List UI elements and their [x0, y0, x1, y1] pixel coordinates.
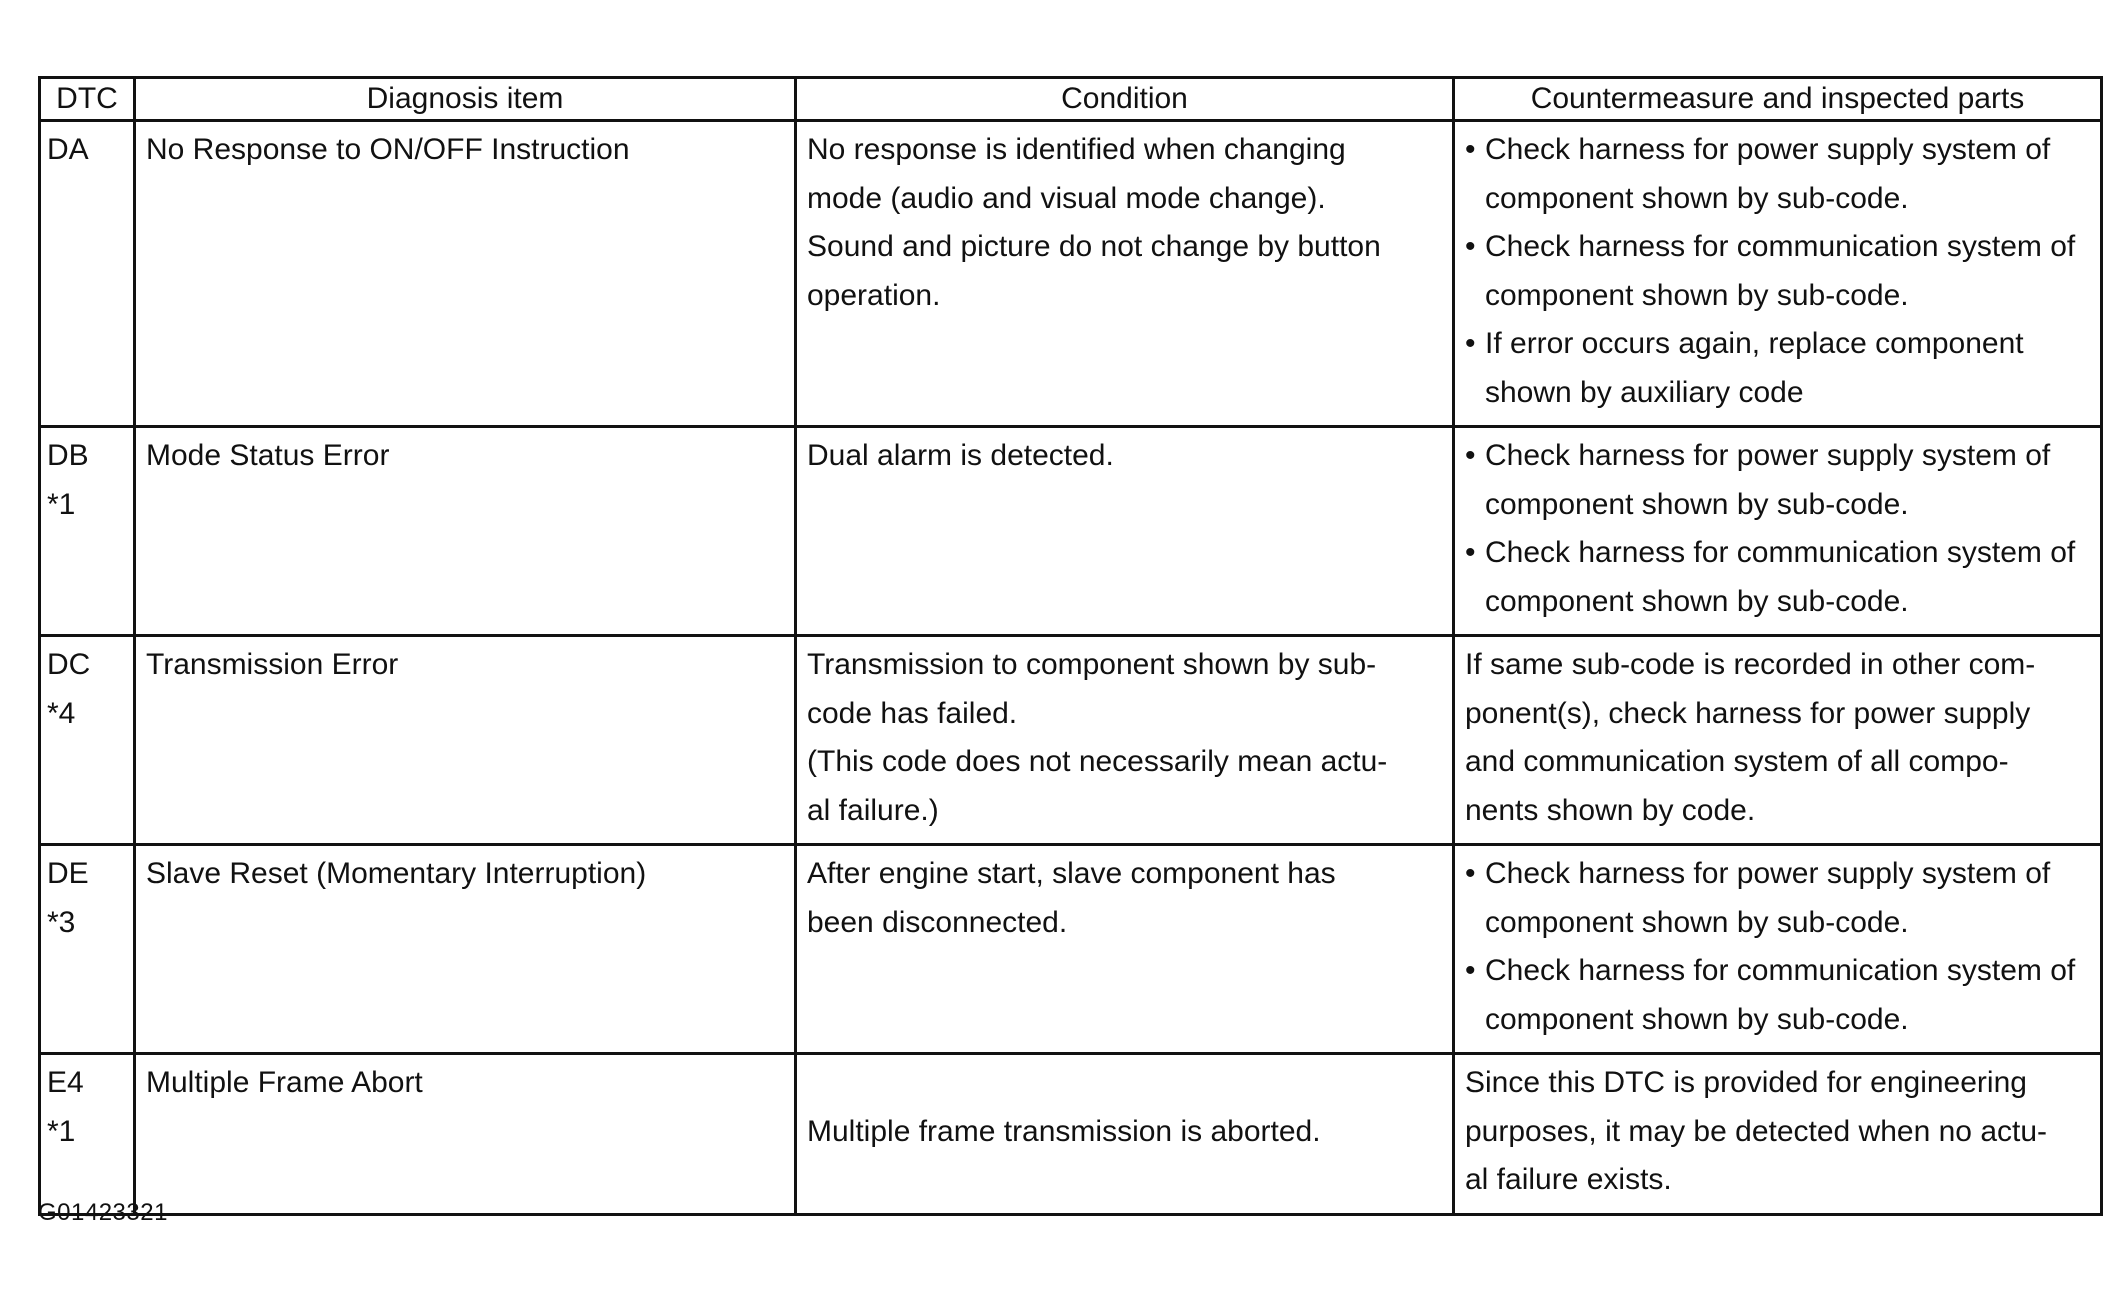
dtc-diagnosis-table: [38, 76, 2103, 1216]
countermeasure-line: and communication system of all compo-: [1465, 745, 2009, 778]
header-diagnosis-item: Diagnosis item: [135, 78, 796, 121]
countermeasure-line: ponent(s), check harness for power supply: [1465, 696, 2031, 730]
dtc-code: DA: [47, 133, 89, 166]
dtc-cell: [40, 845, 135, 1054]
table-row: [40, 1054, 2102, 1215]
dtc-cell: [40, 1054, 135, 1215]
condition-line: Sound and picture do not change by button: [807, 230, 1381, 263]
condition-cell: [796, 427, 1454, 636]
condition-line: Multiple frame transmission is aborted.: [807, 1114, 1321, 1148]
diagnosis-item-cell: [135, 636, 796, 845]
condition-cell: [796, 121, 1454, 427]
countermeasure-line: If same sub-code is recorded in other com-: [1465, 648, 2036, 681]
condition-cell: [796, 845, 1454, 1054]
table-row: [40, 427, 2102, 636]
dtc-note: *3: [47, 905, 76, 939]
diagnosis-item-cell: [135, 427, 796, 636]
dtc-code: E4: [47, 1066, 84, 1099]
countermeasure-item: • Check harness for communication system of component shown by sub-code.: [1465, 529, 2092, 626]
countermeasure-cell: [1454, 636, 2102, 845]
countermeasure-line: nents shown by code.: [1465, 793, 1756, 827]
countermeasure-cell: [1454, 845, 2102, 1054]
dtc-note: *1: [47, 487, 76, 521]
diagnosis-item-text: Slave Reset (Momentary Interruption): [146, 857, 647, 890]
countermeasure-item: • Check harness for power supply system of component shown by sub-code.: [1465, 126, 2092, 223]
dtc-code: DE: [47, 857, 89, 890]
countermeasure-list: [1465, 432, 2092, 626]
diagnosis-item-text: Transmission Error: [146, 648, 399, 681]
dtc-cell: [40, 121, 135, 427]
condition-line: (This code does not necessarily mean actu-: [807, 745, 1388, 778]
condition-line: After engine start, slave component has: [807, 857, 1336, 890]
countermeasure-cell: [1454, 1054, 2102, 1215]
dtc-code: DC: [47, 648, 91, 681]
diagnosis-item-text: Multiple Frame Abort: [146, 1066, 423, 1099]
countermeasure-cell: [1454, 427, 2102, 636]
diagnosis-item-cell: [135, 1054, 796, 1215]
condition-line: No response is identified when changing: [807, 133, 1346, 166]
condition-line: Dual alarm is detected.: [807, 439, 1114, 472]
dtc-cell: [40, 427, 135, 636]
condition-line: mode (audio and visual mode change).: [807, 181, 1326, 215]
condition-line: Transmission to component shown by sub-: [807, 648, 1377, 681]
condition-line: code has failed.: [807, 696, 1018, 730]
diagnosis-item-cell: [135, 845, 796, 1054]
countermeasure-line: al failure exists.: [1465, 1163, 1672, 1196]
dtc-note: *1: [47, 1114, 76, 1148]
countermeasure-item: • Check harness for communication system of component shown by sub-code.: [1465, 223, 2092, 320]
countermeasure-item: • Check harness for power supply system of component shown by sub-code.: [1465, 850, 2092, 947]
table-row: [40, 845, 2102, 1054]
countermeasure-item: • Check harness for power supply system of component shown by sub-code.: [1465, 432, 2092, 529]
countermeasure-item: • If error occurs again, replace component shown by auxiliary code: [1465, 320, 2092, 417]
countermeasure-cell: [1454, 121, 2102, 427]
diagnosis-item-text: Mode Status Error: [146, 439, 390, 472]
table-row: [40, 636, 2102, 845]
dtc-cell: [40, 636, 135, 845]
countermeasure-line: purposes, it may be detected when no actu-: [1465, 1114, 2048, 1148]
table-header-row: [40, 78, 2102, 121]
dtc-code: DB: [47, 439, 89, 472]
countermeasure-list: [1465, 850, 2092, 1044]
condition-cell: [796, 1054, 1454, 1215]
countermeasure-line: Since this DTC is provided for engineering: [1465, 1066, 2027, 1099]
countermeasure-list: [1465, 126, 2092, 417]
table-row: [40, 121, 2102, 427]
figure-id: G01423321: [38, 1199, 168, 1226]
condition-line: been disconnected.: [807, 905, 1068, 939]
condition-line: al failure.): [807, 793, 939, 827]
condition-line: operation.: [807, 278, 941, 312]
condition-cell: [796, 636, 1454, 845]
header-condition: Condition: [796, 78, 1454, 121]
countermeasure-item: • Check harness for communication system of component shown by sub-code.: [1465, 947, 2092, 1044]
header-dtc: DTC: [40, 78, 135, 121]
header-countermeasure: Countermeasure and inspected parts: [1454, 78, 2102, 121]
diagnosis-item-text: No Response to ON/OFF Instruction: [146, 133, 630, 166]
dtc-note: *4: [47, 696, 76, 730]
diagnosis-item-cell: [135, 121, 796, 427]
